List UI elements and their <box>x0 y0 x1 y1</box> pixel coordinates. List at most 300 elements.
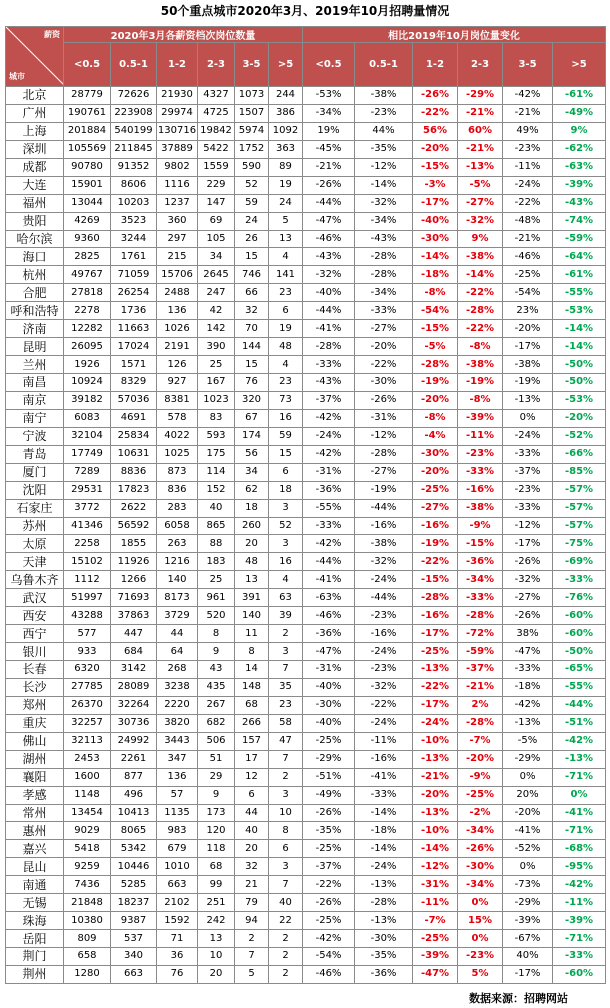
change-cell: -41% <box>503 822 553 840</box>
count-cell: 89 <box>269 158 303 176</box>
change-cell: -55% <box>303 499 355 517</box>
change-cell: -42% <box>303 930 355 948</box>
change-cell: -46% <box>303 230 355 248</box>
table-row <box>6 248 606 266</box>
table-row <box>6 427 606 445</box>
count-cell: 9029 <box>64 822 111 840</box>
count-cell: 5 <box>269 212 303 230</box>
change-cell: -30% <box>303 696 355 714</box>
change-cell: -42% <box>303 409 355 427</box>
count-cell: 242 <box>198 912 235 930</box>
change-cell: -37% <box>503 463 553 481</box>
change-cell: -5% <box>503 732 553 750</box>
count-cell: 1507 <box>235 104 269 122</box>
table-row <box>6 768 606 786</box>
count-cell: 43 <box>198 661 235 679</box>
change-cell: -37% <box>303 391 355 409</box>
count-cell: 29 <box>198 768 235 786</box>
change-cell: -48% <box>503 212 553 230</box>
count-cell: 44 <box>157 625 198 643</box>
change-cell: -22% <box>503 194 553 212</box>
city-cell: 深圳 <box>6 140 64 158</box>
change-cell: -20% <box>355 338 413 356</box>
change-cell: -33% <box>303 517 355 535</box>
count-cell: 26 <box>235 230 269 248</box>
change-cell: -57% <box>553 499 606 517</box>
count-cell: 19 <box>269 176 303 194</box>
recruitment-table <box>5 26 606 984</box>
change-cell: -3% <box>413 176 458 194</box>
change-cell: -55% <box>553 678 606 696</box>
count-cell: 12 <box>235 768 269 786</box>
count-cell: 1736 <box>111 302 157 320</box>
city-cell: 呼和浩特 <box>6 302 64 320</box>
change-cell: -13% <box>553 750 606 768</box>
count-cell: 76 <box>157 965 198 983</box>
change-cell: -13% <box>503 714 553 732</box>
change-cell: -42% <box>303 445 355 463</box>
city-cell: 杭州 <box>6 266 64 284</box>
change-cell: -22% <box>355 696 413 714</box>
change-cell: 19% <box>303 122 355 140</box>
change-cell: -65% <box>553 661 606 679</box>
change-cell: -13% <box>413 750 458 768</box>
count-cell: 7 <box>235 948 269 966</box>
table-row <box>6 499 606 517</box>
change-cell: -63% <box>553 158 606 176</box>
change-cell: -18% <box>413 266 458 284</box>
change-cell: 5% <box>458 965 503 983</box>
change-cell: -54% <box>503 284 553 302</box>
count-cell: 1025 <box>157 445 198 463</box>
count-cell: 873 <box>157 463 198 481</box>
change-cell: -34% <box>458 571 503 589</box>
count-cell: 8 <box>269 822 303 840</box>
count-cell: 1926 <box>64 356 111 374</box>
change-cell: -25% <box>458 786 503 804</box>
city-cell: 南昌 <box>6 374 64 392</box>
table-row <box>6 140 606 158</box>
count-cell: 360 <box>157 212 198 230</box>
change-cell: -61% <box>553 266 606 284</box>
city-cell: 广州 <box>6 104 64 122</box>
city-cell: 宁波 <box>6 427 64 445</box>
change-cell: -41% <box>553 804 606 822</box>
change-cell: -21% <box>458 140 503 158</box>
change-cell: -24% <box>355 643 413 661</box>
count-cell: 3 <box>269 499 303 517</box>
change-cell: -25% <box>303 732 355 750</box>
change-cell: -74% <box>553 212 606 230</box>
change-cell: -40% <box>303 678 355 696</box>
count-cell: 8065 <box>111 822 157 840</box>
count-cell: 10380 <box>64 912 111 930</box>
count-cell: 10413 <box>111 804 157 822</box>
change-cell: -13% <box>413 661 458 679</box>
change-cell: -75% <box>553 535 606 553</box>
change-cell: -30% <box>458 858 503 876</box>
table-row <box>6 302 606 320</box>
change-cell: -7% <box>458 732 503 750</box>
change-cell: -20% <box>413 140 458 158</box>
count-cell: 56 <box>235 445 269 463</box>
change-cell: -31% <box>303 463 355 481</box>
change-cell: -35% <box>303 822 355 840</box>
count-cell: 173 <box>198 804 235 822</box>
change-cell: 0% <box>503 768 553 786</box>
count-cell: 68 <box>198 858 235 876</box>
change-cell: -29% <box>503 894 553 912</box>
count-cell: 1280 <box>64 965 111 983</box>
count-cell: 7289 <box>64 463 111 481</box>
change-cell: -30% <box>413 445 458 463</box>
change-cell: -14% <box>553 338 606 356</box>
table-row <box>6 338 606 356</box>
change-cell: -43% <box>553 194 606 212</box>
change-cell: -24% <box>303 427 355 445</box>
count-cell: 190761 <box>64 104 111 122</box>
count-cell: 1216 <box>157 553 198 571</box>
city-cell: 哈尔滨 <box>6 230 64 248</box>
header-corner-cell <box>6 27 64 87</box>
count-cell: 3443 <box>157 732 198 750</box>
city-cell: 郑州 <box>6 696 64 714</box>
count-cell: 12282 <box>64 320 111 338</box>
count-cell: 809 <box>64 930 111 948</box>
change-cell: -13% <box>355 912 413 930</box>
change-cell: -68% <box>553 840 606 858</box>
count-cell: 21930 <box>157 87 198 105</box>
count-cell: 41346 <box>64 517 111 535</box>
count-cell: 35 <box>269 678 303 696</box>
page-title: 50个重点城市2020年3月、2019年10月招聘量情况 <box>160 4 450 18</box>
change-cell: -5% <box>413 338 458 356</box>
count-cell: 18237 <box>111 894 157 912</box>
count-cell: 114 <box>198 463 235 481</box>
change-cell: -42% <box>553 876 606 894</box>
count-cell: 3 <box>269 643 303 661</box>
change-cell: -26% <box>303 804 355 822</box>
change-cell: -19% <box>413 535 458 553</box>
count-cell: 71059 <box>111 266 157 284</box>
change-cell: -33% <box>553 948 606 966</box>
count-cell: 3142 <box>111 661 157 679</box>
count-cell: 1026 <box>157 320 198 338</box>
change-cell: -8% <box>458 391 503 409</box>
city-cell: 重庆 <box>6 714 64 732</box>
count-cell: 684 <box>111 643 157 661</box>
col-header-count: 2-3 <box>198 43 235 87</box>
count-cell: 26370 <box>64 696 111 714</box>
count-cell: 26254 <box>111 284 157 302</box>
change-cell: -28% <box>458 714 503 732</box>
city-cell: 南京 <box>6 391 64 409</box>
change-cell: -44% <box>553 696 606 714</box>
count-cell: 25 <box>198 356 235 374</box>
count-cell: 42 <box>198 302 235 320</box>
change-cell: -28% <box>355 445 413 463</box>
change-cell: -11% <box>355 732 413 750</box>
city-cell: 厦门 <box>6 463 64 481</box>
count-cell: 390 <box>198 338 235 356</box>
change-cell: -32% <box>355 678 413 696</box>
change-cell: -46% <box>303 965 355 983</box>
count-cell: 24 <box>235 212 269 230</box>
count-cell: 136 <box>157 302 198 320</box>
change-cell: -33% <box>458 463 503 481</box>
city-cell: 嘉兴 <box>6 840 64 858</box>
count-cell: 13 <box>269 230 303 248</box>
change-cell: -31% <box>355 409 413 427</box>
change-cell: -32% <box>503 571 553 589</box>
count-cell: 2 <box>235 930 269 948</box>
count-cell: 73 <box>269 391 303 409</box>
city-cell: 合肥 <box>6 284 64 302</box>
change-cell: -47% <box>303 643 355 661</box>
table-row <box>6 750 606 768</box>
city-cell: 贵阳 <box>6 212 64 230</box>
count-cell: 57036 <box>111 391 157 409</box>
change-cell: -29% <box>503 750 553 768</box>
change-cell: -22% <box>413 553 458 571</box>
table-row <box>6 732 606 750</box>
city-cell: 上海 <box>6 122 64 140</box>
change-cell: -39% <box>458 409 503 427</box>
table-row <box>6 571 606 589</box>
count-cell: 28779 <box>64 87 111 105</box>
count-cell: 7436 <box>64 876 111 894</box>
change-cell: -15% <box>458 535 503 553</box>
count-cell: 15102 <box>64 553 111 571</box>
count-cell: 260 <box>235 517 269 535</box>
change-cell: -12% <box>413 858 458 876</box>
count-cell: 578 <box>157 409 198 427</box>
count-cell: 56592 <box>111 517 157 535</box>
change-cell: -36% <box>303 625 355 643</box>
count-cell: 10924 <box>64 374 111 392</box>
change-cell: -28% <box>355 266 413 284</box>
change-cell: -49% <box>303 786 355 804</box>
change-cell: -34% <box>458 822 503 840</box>
change-cell: -34% <box>458 876 503 894</box>
table-row <box>6 661 606 679</box>
count-cell: 268 <box>157 661 198 679</box>
table-row <box>6 822 606 840</box>
count-cell: 9 <box>198 643 235 661</box>
table-body <box>6 87 606 984</box>
change-cell: -25% <box>303 840 355 858</box>
count-cell: 21848 <box>64 894 111 912</box>
change-cell: -50% <box>553 374 606 392</box>
table-row <box>6 948 606 966</box>
count-cell: 2488 <box>157 284 198 302</box>
table-row <box>6 176 606 194</box>
change-cell: -40% <box>303 714 355 732</box>
count-cell: 983 <box>157 822 198 840</box>
count-cell: 13454 <box>64 804 111 822</box>
count-cell: 4269 <box>64 212 111 230</box>
change-cell: -59% <box>553 230 606 248</box>
change-cell: -20% <box>458 750 503 768</box>
count-cell: 6 <box>269 463 303 481</box>
count-cell: 663 <box>111 965 157 983</box>
change-cell: -23% <box>458 445 503 463</box>
count-cell: 141 <box>269 266 303 284</box>
change-cell: -62% <box>553 140 606 158</box>
change-cell: -53% <box>303 87 355 105</box>
table-row <box>6 894 606 912</box>
change-cell: 2% <box>458 696 503 714</box>
change-cell: -8% <box>413 284 458 302</box>
count-cell: 4 <box>269 571 303 589</box>
count-cell: 16 <box>269 409 303 427</box>
table-row <box>6 786 606 804</box>
change-cell: -36% <box>458 553 503 571</box>
count-cell: 13 <box>235 571 269 589</box>
change-cell: -42% <box>503 87 553 105</box>
count-cell: 11926 <box>111 553 157 571</box>
count-cell: 6 <box>235 786 269 804</box>
change-cell: -17% <box>503 338 553 356</box>
count-cell: 70 <box>235 320 269 338</box>
change-cell: -44% <box>303 194 355 212</box>
count-cell: 174 <box>235 427 269 445</box>
city-cell: 银川 <box>6 643 64 661</box>
count-cell: 251 <box>198 894 235 912</box>
change-cell: 0% <box>553 786 606 804</box>
count-cell: 157 <box>235 732 269 750</box>
count-cell: 537 <box>111 930 157 948</box>
change-cell: -54% <box>303 948 355 966</box>
col-header-count: 1-2 <box>157 43 198 87</box>
count-cell: 20 <box>235 840 269 858</box>
change-cell: -34% <box>355 284 413 302</box>
table-row <box>6 965 606 983</box>
count-cell: 229 <box>198 176 235 194</box>
city-cell: 沈阳 <box>6 481 64 499</box>
change-cell: -16% <box>355 750 413 768</box>
change-cell: -49% <box>553 104 606 122</box>
city-cell: 惠州 <box>6 822 64 840</box>
count-cell: 1237 <box>157 194 198 212</box>
change-cell: -26% <box>303 894 355 912</box>
change-cell: -69% <box>553 553 606 571</box>
city-cell: 武汉 <box>6 589 64 607</box>
count-cell: 58 <box>269 714 303 732</box>
count-cell: 44 <box>235 804 269 822</box>
count-cell: 244 <box>269 87 303 105</box>
header-group-counts: 2020年3月各薪资档次岗位数量 <box>64 27 303 43</box>
change-cell: -14% <box>355 804 413 822</box>
corner-label-city: 城市 <box>9 72 25 81</box>
city-cell: 大连 <box>6 176 64 194</box>
count-cell: 105 <box>198 230 235 248</box>
count-cell: 51 <box>198 750 235 768</box>
change-cell: -25% <box>303 912 355 930</box>
change-cell: -17% <box>503 535 553 553</box>
count-cell: 48 <box>235 553 269 571</box>
count-cell: 3820 <box>157 714 198 732</box>
count-cell: 25834 <box>111 427 157 445</box>
change-cell: -25% <box>413 930 458 948</box>
change-cell: -52% <box>553 427 606 445</box>
change-cell: -40% <box>413 212 458 230</box>
change-cell: -27% <box>355 320 413 338</box>
count-cell: 32 <box>235 858 269 876</box>
count-cell: 5422 <box>198 140 235 158</box>
change-cell: -26% <box>503 607 553 625</box>
change-cell: -23% <box>355 607 413 625</box>
count-cell: 283 <box>157 499 198 517</box>
count-cell: 37889 <box>157 140 198 158</box>
table-row <box>6 374 606 392</box>
count-cell: 682 <box>198 714 235 732</box>
count-cell: 5285 <box>111 876 157 894</box>
count-cell: 20 <box>198 965 235 983</box>
count-cell: 72626 <box>111 87 157 105</box>
count-cell: 363 <box>269 140 303 158</box>
count-cell: 18 <box>269 481 303 499</box>
change-cell: -20% <box>553 409 606 427</box>
change-cell: -20% <box>503 320 553 338</box>
count-cell: 37863 <box>111 607 157 625</box>
table-row <box>6 876 606 894</box>
count-cell: 8381 <box>157 391 198 409</box>
change-cell: 40% <box>503 948 553 966</box>
count-cell: 2191 <box>157 338 198 356</box>
count-cell: 4691 <box>111 409 157 427</box>
change-cell: -9% <box>458 517 503 535</box>
count-cell: 1752 <box>235 140 269 158</box>
table-row <box>6 553 606 571</box>
count-cell: 746 <box>235 266 269 284</box>
change-cell: -24% <box>413 714 458 732</box>
count-cell: 142 <box>198 320 235 338</box>
count-cell: 2 <box>269 768 303 786</box>
count-cell: 10446 <box>111 858 157 876</box>
count-cell: 1855 <box>111 535 157 553</box>
count-cell: 9 <box>198 786 235 804</box>
change-cell: -13% <box>355 876 413 894</box>
city-cell: 荆门 <box>6 948 64 966</box>
change-cell: -38% <box>458 248 503 266</box>
city-cell: 西安 <box>6 607 64 625</box>
change-cell: -60% <box>553 607 606 625</box>
change-cell: -13% <box>458 158 503 176</box>
count-cell: 215 <box>157 248 198 266</box>
count-cell: 23 <box>269 374 303 392</box>
change-cell: -35% <box>355 948 413 966</box>
change-cell: -16% <box>413 517 458 535</box>
count-cell: 3 <box>269 786 303 804</box>
count-cell: 83 <box>198 409 235 427</box>
count-cell: 57 <box>157 786 198 804</box>
change-cell: -21% <box>503 104 553 122</box>
change-cell: -27% <box>458 194 503 212</box>
change-cell: -30% <box>355 930 413 948</box>
change-cell: -66% <box>553 445 606 463</box>
change-cell: -31% <box>413 876 458 894</box>
count-cell: 90780 <box>64 158 111 176</box>
change-cell: -15% <box>413 571 458 589</box>
change-cell: -64% <box>553 248 606 266</box>
change-cell: -43% <box>303 248 355 266</box>
count-cell: 99 <box>198 876 235 894</box>
count-cell: 39 <box>269 607 303 625</box>
count-cell: 2220 <box>157 696 198 714</box>
count-cell: 3238 <box>157 678 198 696</box>
count-cell: 71 <box>157 930 198 948</box>
